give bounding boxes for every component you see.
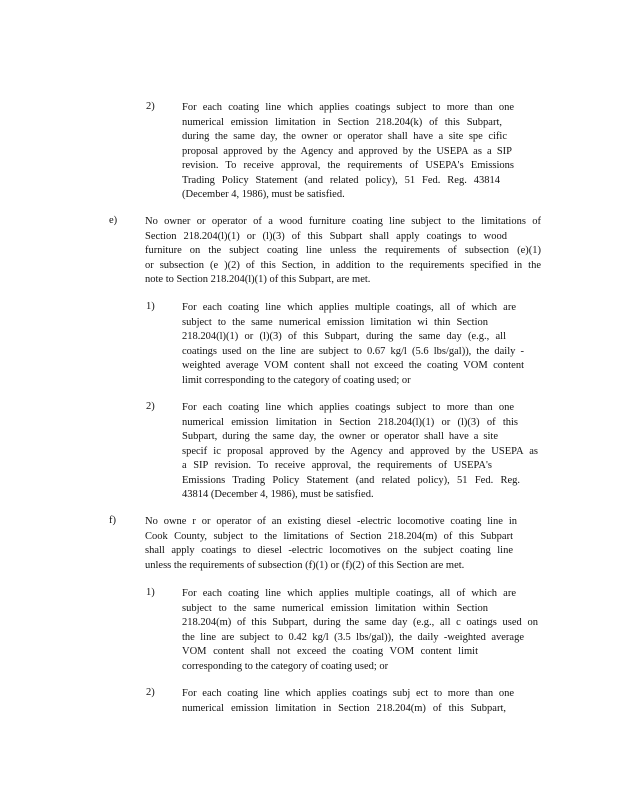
text-line: For each coating line which applies coatings subject to more than one bbox=[182, 402, 514, 413]
text-line: weighted average VOM content shall not exceed the coating VOM content bbox=[182, 360, 524, 371]
paragraph-label: 2) bbox=[146, 101, 155, 112]
text-line: Subpart, during the same day, the owner or operator shall have a site bbox=[182, 431, 498, 442]
text-line: For each coating line which applies multiple coatings, all of which are bbox=[182, 302, 516, 313]
text-line: (December 4, 1986), must be satisfied. bbox=[182, 189, 345, 200]
text-line: Trading Policy Statement (and related policy), 51 Fed. Reg. 43814 bbox=[182, 174, 500, 186]
text-line: numerical emission limitation in Section 218.204(k) of this Subpart, bbox=[182, 116, 502, 128]
text-line: shall apply coatings to diesel -electric locomotives on the subject coating line bbox=[145, 545, 513, 556]
text-line: numerical emission limitation in Section 218.204(m) of this Subpart, bbox=[182, 702, 506, 714]
text-line: For each coating line which applies coatings subject to more than one bbox=[182, 102, 514, 113]
text-line: coatings used on the line are subject to 0.67 kg/l (5.6 lbs/gal)), the daily - bbox=[182, 345, 524, 357]
text-line: unless the requirements of subsection (f)(1) or (f)(2) of this Section are met. bbox=[145, 559, 465, 571]
text-line: For each coating line which applies coatings subj ect to more than one bbox=[182, 688, 514, 699]
text-line: note to Section 218.204(l)(1) of this Subpart, are met. bbox=[145, 274, 371, 285]
paragraph-label: f) bbox=[109, 515, 116, 526]
paragraph-label: 2) bbox=[146, 687, 155, 698]
text-line: furniture on the subject coating line unless the requirements of subsection (e)(1) bbox=[145, 245, 541, 256]
text-line: 43814 (December 4, 1986), must be satisfied. bbox=[182, 489, 374, 500]
text-line: Cook County, subject to the limitations of Section 218.204(m) of this Subpart bbox=[145, 530, 513, 542]
text-line: specif ic proposal approved by the Agency and approved by the USEPA as bbox=[182, 445, 538, 457]
text-line: For each coating line which applies multiple coatings, all of which are bbox=[182, 588, 516, 599]
paragraph-label: 1) bbox=[146, 301, 155, 312]
paragraph-label: e) bbox=[109, 215, 118, 226]
text-line: during the same day, the owner or operator shall have a site spe cific bbox=[182, 131, 507, 142]
text-line: No owner or operator of a wood furniture coating line subject to the limitations of bbox=[145, 216, 541, 227]
paragraph-label: 1) bbox=[146, 587, 155, 598]
text-line: subject to the same numerical emission limitation wi thin Section bbox=[182, 316, 488, 328]
text-line: Emissions Trading Policy Statement (and related policy), 51 Fed. Reg. bbox=[182, 474, 520, 486]
text-line: subject to the same numerical emission limitation within Section bbox=[182, 602, 488, 614]
text-line: VOM content shall not exceed the coating VOM content limit bbox=[182, 646, 478, 657]
text-line: a SIP revision. To receive approval, the requirements of USEPA's bbox=[182, 460, 492, 471]
text-line: revision. To receive approval, the requirements of USEPA's Emissions bbox=[182, 160, 514, 171]
text-line: or subsection (e )(2) of this Section, in addition to the requirements specified in the bbox=[145, 259, 541, 271]
text-line: Section 218.204(l)(1) or (l)(3) of this Subpart shall apply coatings to wood bbox=[145, 230, 507, 242]
text-line: limit corresponding to the category of coating used; or bbox=[182, 374, 411, 386]
text-line: proposal approved by the Agency and approved by the USEPA as a SIP bbox=[182, 145, 512, 157]
paragraph-label: 2) bbox=[146, 401, 155, 412]
text-line: 218.204(l)(1) or (l)(3) of this Subpart, during the same day (e.g., all bbox=[182, 331, 506, 342]
text-line: numerical emission limitation in Section 218.204(l)(1) or (l)(3) of this bbox=[182, 416, 518, 428]
text-line: the line are subject to 0.42 kg/l (3.5 lbs/gal)), the daily -weighted average bbox=[182, 631, 524, 643]
text-line: corresponding to the category of coating used; or bbox=[182, 660, 389, 672]
text-line: 218.204(m) of this Subpart, during the same day (e.g., all c oatings used on bbox=[182, 617, 538, 628]
text-line: No owne r or operator of an existing diesel -electric locomotive coating line in bbox=[145, 516, 517, 527]
